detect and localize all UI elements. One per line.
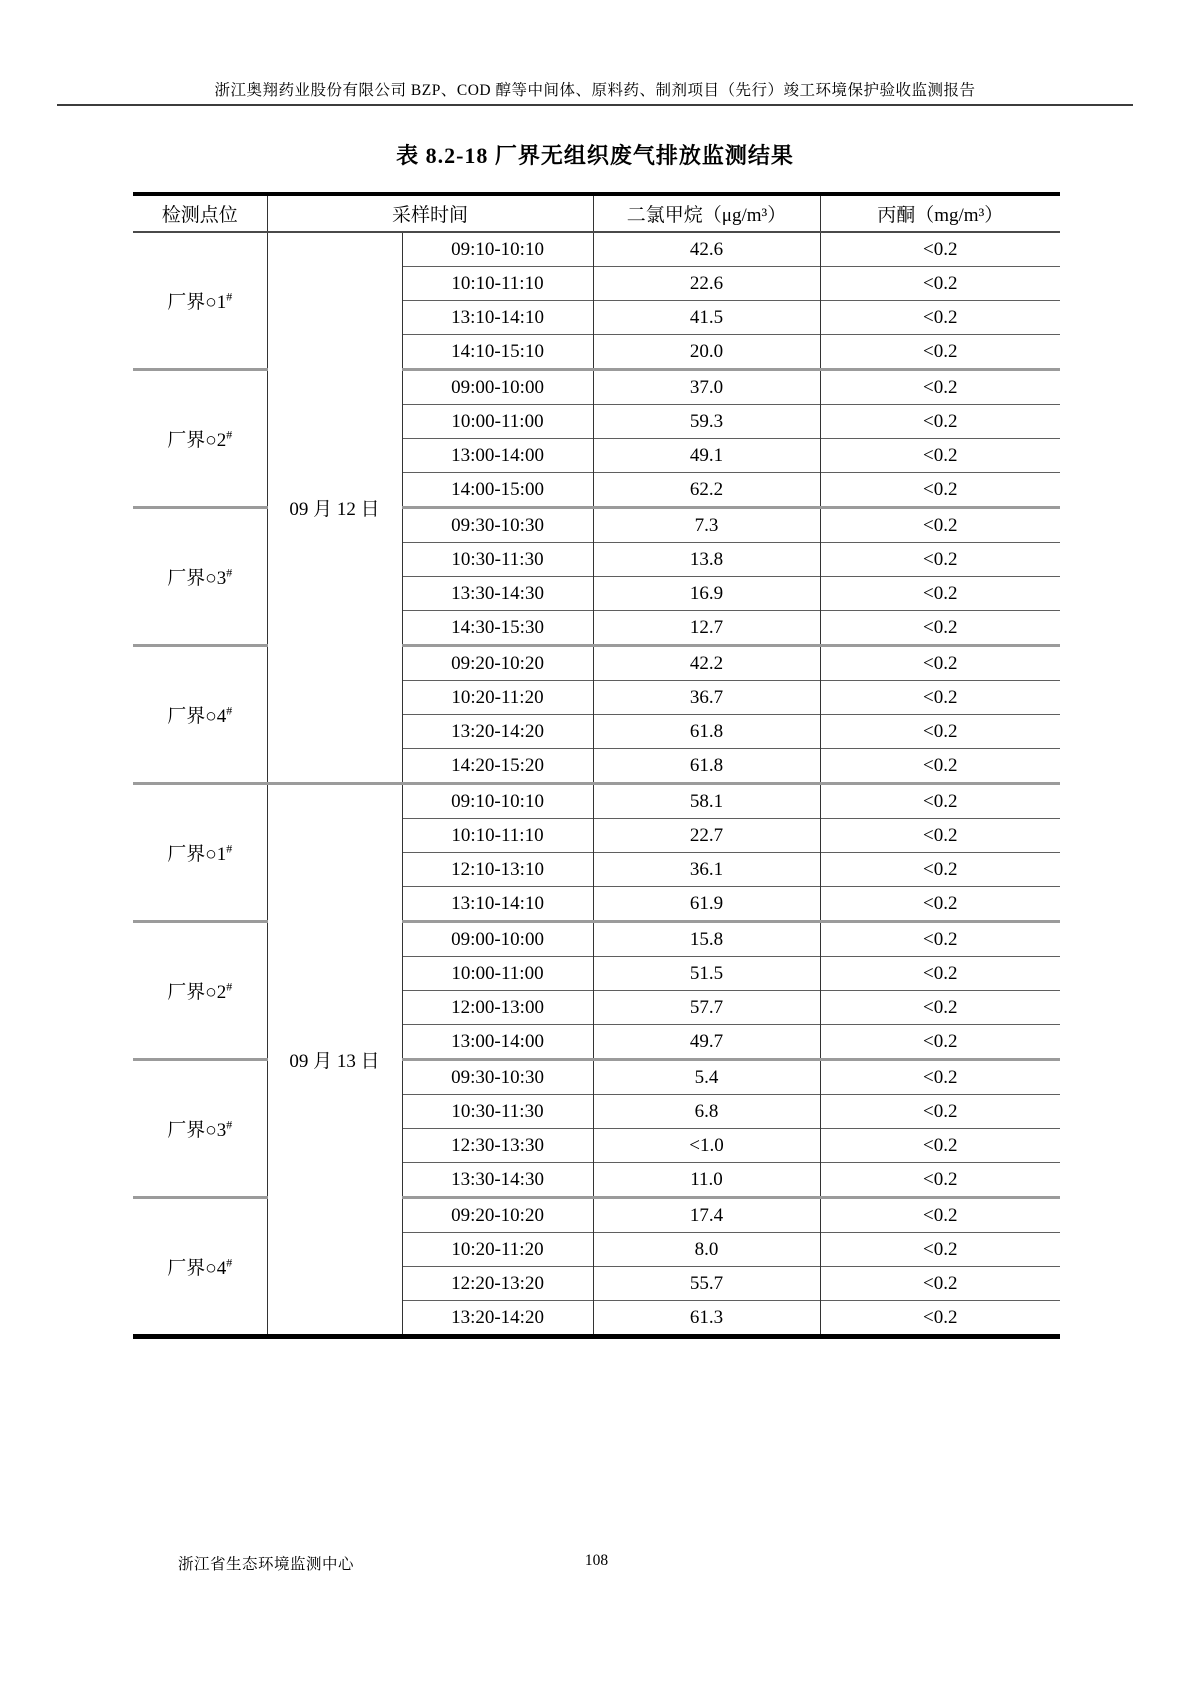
time-range-cell: 13:20-14:20 (402, 715, 593, 749)
time-range-cell: 10:10-11:10 (402, 819, 593, 853)
monitoring-point-cell (133, 1198, 267, 1337)
document-header: 浙江奥翔药业股份有限公司 BZP、COD 醇等中间体、原料药、制剂项目（先行）竣工环境保护验收监测报告 (214, 82, 976, 99)
sampling-date-cell: 09 月 13 日 (267, 784, 402, 1337)
time-range-cell: 13:30-14:30 (402, 577, 593, 611)
footer-organization: 浙江省生态环境监测中心 (178, 1556, 355, 1573)
point-hash-superscript: # (226, 1255, 233, 1270)
monitoring-point-cell (133, 232, 267, 370)
acetone-value-cell: <0.2 (820, 577, 1060, 611)
dcm-value-cell: 13.8 (593, 543, 820, 577)
acetone-value-cell: <0.2 (820, 232, 1060, 267)
acetone-value-cell: <0.2 (820, 646, 1060, 681)
dcm-value-cell: 36.1 (593, 853, 820, 887)
acetone-value-cell: <0.2 (820, 439, 1060, 473)
dcm-value-cell: 22.6 (593, 267, 820, 301)
time-range-cell: 12:30-13:30 (402, 1129, 593, 1163)
time-range-cell: 09:00-10:00 (402, 922, 593, 957)
dcm-value-cell: 5.4 (593, 1060, 820, 1095)
monitoring-point-cell (133, 922, 267, 1060)
table-row (133, 232, 1060, 267)
dcm-value-cell: 55.7 (593, 1267, 820, 1301)
acetone-value-cell: <0.2 (820, 611, 1060, 646)
time-range-cell: 10:20-11:20 (402, 1233, 593, 1267)
dcm-value-cell: 16.9 (593, 577, 820, 611)
dcm-value-cell: 36.7 (593, 681, 820, 715)
column-header-dcm: 二氯甲烷（μg/m³） (593, 194, 820, 232)
table-row (133, 784, 1060, 819)
time-range-cell: 10:30-11:30 (402, 1095, 593, 1129)
point-hash-superscript: # (226, 427, 233, 442)
point-hash-superscript: # (226, 565, 233, 580)
monitoring-point-cell (133, 1060, 267, 1198)
page-title: 表 8.2-18 厂界无组织废气排放监测结果 (396, 143, 794, 168)
dcm-value-cell: 59.3 (593, 405, 820, 439)
time-range-cell: 09:30-10:30 (402, 1060, 593, 1095)
monitoring-point-cell (133, 508, 267, 646)
column-header-time: 采样时间 (267, 194, 593, 232)
time-range-cell: 09:10-10:10 (402, 232, 593, 267)
dcm-value-cell: 37.0 (593, 370, 820, 405)
table-header-row (133, 194, 1060, 232)
dcm-value-cell: 61.3 (593, 1301, 820, 1337)
time-range-cell: 09:10-10:10 (402, 784, 593, 819)
time-range-cell: 13:00-14:00 (402, 439, 593, 473)
acetone-value-cell: <0.2 (820, 543, 1060, 577)
monitoring-table-body (133, 232, 1060, 1337)
acetone-value-cell: <0.2 (820, 301, 1060, 335)
monitoring-results-table (133, 192, 1060, 1339)
time-range-cell: 12:10-13:10 (402, 853, 593, 887)
time-range-cell: 13:00-14:00 (402, 1025, 593, 1060)
monitoring-point-label: 厂界○2 (167, 430, 227, 451)
sampling-date-cell: 09 月 12 日 (267, 232, 402, 784)
monitoring-point-label: 厂界○2 (167, 982, 227, 1003)
point-hash-superscript: # (226, 979, 233, 994)
point-hash-superscript: # (226, 289, 233, 304)
acetone-value-cell: <0.2 (820, 370, 1060, 405)
point-hash-superscript: # (226, 703, 233, 718)
time-range-cell: 09:20-10:20 (402, 1198, 593, 1233)
acetone-value-cell: <0.2 (820, 991, 1060, 1025)
monitoring-point-cell (133, 784, 267, 922)
dcm-value-cell: 51.5 (593, 957, 820, 991)
acetone-value-cell: <0.2 (820, 508, 1060, 543)
acetone-value-cell: <0.2 (820, 1301, 1060, 1337)
time-range-cell: 14:00-15:00 (402, 473, 593, 508)
time-range-cell: 12:20-13:20 (402, 1267, 593, 1301)
page-number: 108 (584, 1552, 609, 1569)
acetone-value-cell: <0.2 (820, 681, 1060, 715)
time-range-cell: 14:10-15:10 (402, 335, 593, 370)
time-range-cell: 13:10-14:10 (402, 887, 593, 922)
column-header-point: 检测点位 (133, 194, 267, 232)
time-range-cell: 13:20-14:20 (402, 1301, 593, 1337)
dcm-value-cell: 20.0 (593, 335, 820, 370)
dcm-value-cell: 6.8 (593, 1095, 820, 1129)
time-range-cell: 10:10-11:10 (402, 267, 593, 301)
dcm-value-cell: 7.3 (593, 508, 820, 543)
acetone-value-cell: <0.2 (820, 405, 1060, 439)
dcm-value-cell: 17.4 (593, 1198, 820, 1233)
dcm-value-cell: 62.2 (593, 473, 820, 508)
time-range-cell: 14:30-15:30 (402, 611, 593, 646)
time-range-cell: 09:20-10:20 (402, 646, 593, 681)
time-range-cell: 09:00-10:00 (402, 370, 593, 405)
time-range-cell: 10:20-11:20 (402, 681, 593, 715)
dcm-value-cell: 22.7 (593, 819, 820, 853)
acetone-value-cell: <0.2 (820, 715, 1060, 749)
acetone-value-cell: <0.2 (820, 784, 1060, 819)
monitoring-point-label: 厂界○1 (167, 844, 227, 865)
dcm-value-cell: 49.7 (593, 1025, 820, 1060)
time-range-cell: 13:10-14:10 (402, 301, 593, 335)
acetone-value-cell: <0.2 (820, 1198, 1060, 1233)
dcm-value-cell: 61.8 (593, 715, 820, 749)
acetone-value-cell: <0.2 (820, 1233, 1060, 1267)
acetone-value-cell: <0.2 (820, 1163, 1060, 1198)
dcm-value-cell: 15.8 (593, 922, 820, 957)
monitoring-point-label: 厂界○3 (167, 1120, 227, 1141)
dcm-value-cell: 42.2 (593, 646, 820, 681)
monitoring-point-label: 厂界○4 (167, 706, 227, 727)
dcm-value-cell: 41.5 (593, 301, 820, 335)
time-range-cell: 10:30-11:30 (402, 543, 593, 577)
acetone-value-cell: <0.2 (820, 1025, 1060, 1060)
dcm-value-cell: 61.8 (593, 749, 820, 784)
dcm-value-cell: 42.6 (593, 232, 820, 267)
acetone-value-cell: <0.2 (820, 749, 1060, 784)
time-range-cell: 14:20-15:20 (402, 749, 593, 784)
time-range-cell: 10:00-11:00 (402, 405, 593, 439)
monitoring-point-cell (133, 646, 267, 784)
acetone-value-cell: <0.2 (820, 473, 1060, 508)
time-range-cell: 09:30-10:30 (402, 508, 593, 543)
monitoring-point-label: 厂界○3 (167, 568, 227, 589)
acetone-value-cell: <0.2 (820, 1060, 1060, 1095)
dcm-value-cell: 49.1 (593, 439, 820, 473)
acetone-value-cell: <0.2 (820, 957, 1060, 991)
dcm-value-cell: 12.7 (593, 611, 820, 646)
acetone-value-cell: <0.2 (820, 853, 1060, 887)
acetone-value-cell: <0.2 (820, 887, 1060, 922)
time-range-cell: 10:00-11:00 (402, 957, 593, 991)
monitoring-point-label: 厂界○1 (167, 292, 227, 313)
time-range-cell: 12:00-13:00 (402, 991, 593, 1025)
header-rule (57, 104, 1133, 106)
acetone-value-cell: <0.2 (820, 1129, 1060, 1163)
dcm-value-cell: 61.9 (593, 887, 820, 922)
acetone-value-cell: <0.2 (820, 267, 1060, 301)
acetone-value-cell: <0.2 (820, 335, 1060, 370)
dcm-value-cell: <1.0 (593, 1129, 820, 1163)
dcm-value-cell: 8.0 (593, 1233, 820, 1267)
dcm-value-cell: 58.1 (593, 784, 820, 819)
monitoring-point-cell (133, 370, 267, 508)
time-range-cell: 13:30-14:30 (402, 1163, 593, 1198)
dcm-value-cell: 11.0 (593, 1163, 820, 1198)
acetone-value-cell: <0.2 (820, 1095, 1060, 1129)
point-hash-superscript: # (226, 1117, 233, 1132)
monitoring-point-label: 厂界○4 (167, 1258, 227, 1279)
acetone-value-cell: <0.2 (820, 922, 1060, 957)
acetone-value-cell: <0.2 (820, 1267, 1060, 1301)
dcm-value-cell: 57.7 (593, 991, 820, 1025)
point-hash-superscript: # (226, 841, 233, 856)
acetone-value-cell: <0.2 (820, 819, 1060, 853)
column-header-acetone: 丙酮（mg/m³） (820, 194, 1060, 232)
